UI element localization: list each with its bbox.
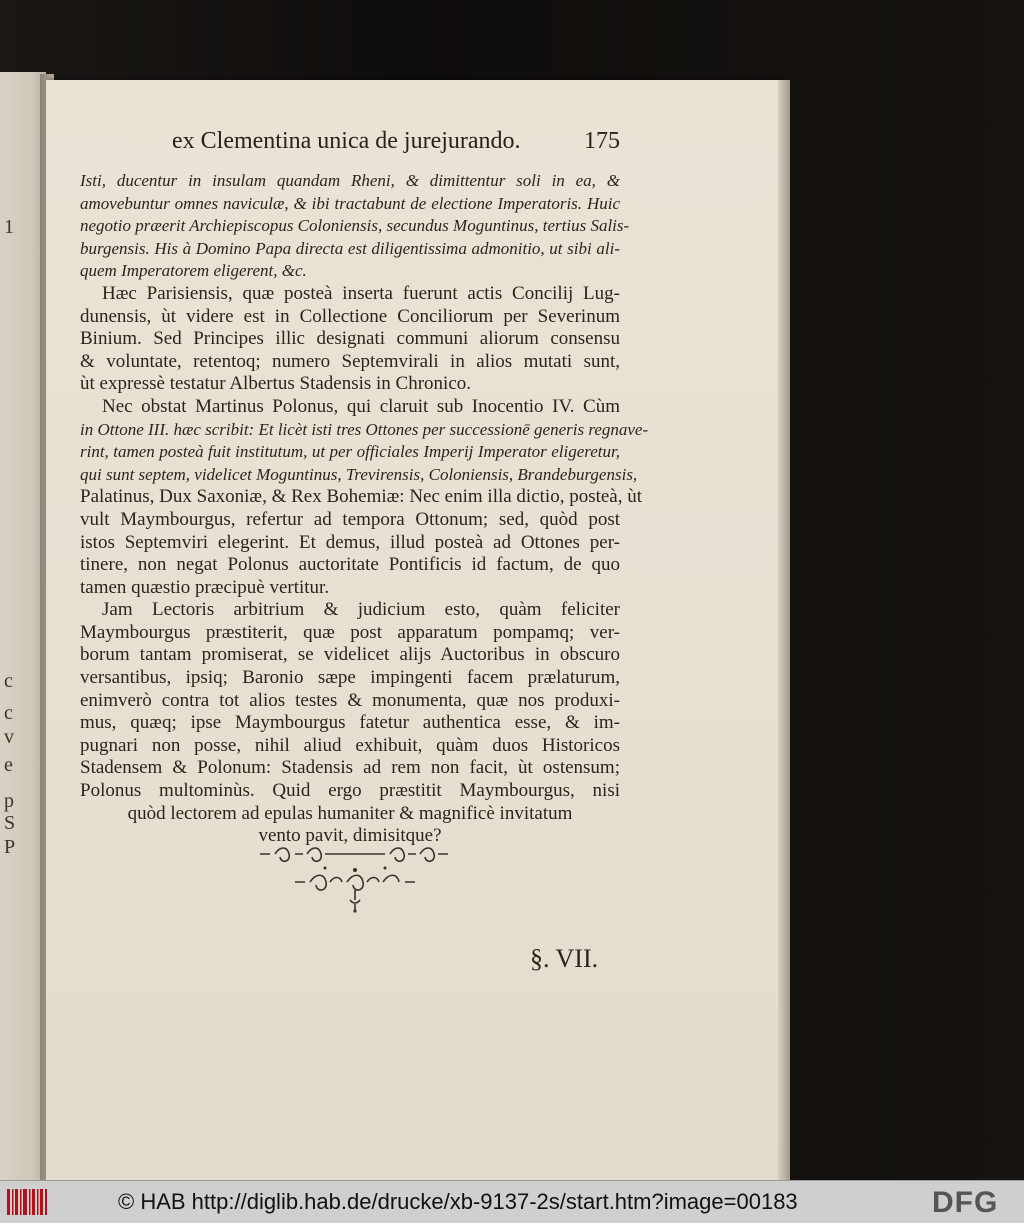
- printers-ornament-icon: [255, 842, 455, 914]
- text-line: vento pavit, dimisitque?: [258, 825, 442, 847]
- left-page-fragment: P: [4, 836, 16, 858]
- running-title: ex Clementina unica de jurejurando.: [172, 128, 521, 154]
- text-line: vult Maymbourgus, refertur ad tempora Ottonum; sed, quòd post: [80, 508, 620, 530]
- text-line: negotio præerit Archiepiscopus Coloniensis, secundus Moguntinus, tertius Salis-: [80, 216, 630, 236]
- left-page-fragment: e: [4, 754, 13, 776]
- left-page-fragment: S: [4, 812, 16, 834]
- left-page-fragment: c: [4, 702, 13, 724]
- dfg-logo: DFG: [932, 1186, 999, 1219]
- text-line: qui sunt septem, videlicet Moguntinus, Trevirensis, Coloniensis, Brandeburgensis,: [80, 464, 638, 484]
- text-line: istos Septemviri elegerint. Et demus, illud posteà ad Ottones per-: [80, 531, 620, 553]
- text-line: borum tantam promiserat, se videlicet alijs Auctoribus in obscuro: [80, 644, 620, 666]
- text-line: Maymbourgus præstiterit, quæ post apparatum pompamq; ver-: [80, 621, 620, 643]
- page-edge: [778, 80, 790, 1180]
- catchword: §. VII.: [530, 944, 599, 973]
- text-line: versantibus, ipsiq; Baronio sæpe impingenti facem prælaturum,: [80, 667, 620, 689]
- text-line: Nec obstat Martinus Polonus, qui claruit sub Inocentio IV. Cùm: [102, 395, 620, 417]
- text-line: amovebuntur omnes naviculæ, & ibi tractabunt de electione Imperatoris. Huic: [80, 193, 620, 213]
- hab-barcode-logo-icon: [6, 1187, 48, 1217]
- text-line: Isti, ducentur in insulam quandam Rheni, & dimittentur soli in ea, &: [80, 171, 620, 190]
- text-line: in Ottone III. hæc scribit: Et licèt isti tres Ottones per successionē generis regnave-: [80, 419, 649, 439]
- text-line: Binium. Sed Principes illic designati communi aliorum consensu: [80, 328, 620, 350]
- text-line: quem Imperatorem eligerent, &c.: [80, 261, 307, 281]
- left-page-fragment: 1: [4, 216, 14, 238]
- text-line: Palatinus, Dux Saxoniæ, & Rex Bohemiæ: Nec enim illa dictio, posteà, ùt: [80, 486, 643, 508]
- body-text: [80, 170, 649, 848]
- text-line: tinere, non negat Polonus auctoritate Pontificis id factum, de quo: [80, 554, 620, 576]
- left-page-fragment: p: [4, 790, 14, 812]
- copyright-link[interactable]: © HAB http://diglib.hab.de/drucke/xb-9137-2s/start.htm?image=00183: [118, 1189, 798, 1214]
- left-page-fragment: c: [4, 670, 13, 692]
- text-line: burgensis. His à Domino Papa directa est diligentissima admonitio, ut sibi ali-: [80, 238, 620, 258]
- text-line: ùt expressè testatur Albertus Stadensis in Chronico.: [80, 373, 472, 395]
- text-line: dunensis, ùt videre est in Collectione Conciliorum per Severinum: [80, 305, 620, 327]
- text-line: & voluntate, retentoq; numero Septemvirali in alios mutati sunt,: [80, 350, 620, 372]
- viewer-footer: [0, 1180, 1024, 1223]
- text-line: Hæc Parisiensis, quæ posteà inserta fuerunt actis Concilij Lug-: [102, 282, 620, 304]
- text-line: mus, quæq; ipse Maymbourgus fatetur authentica esse, & im-: [80, 712, 620, 734]
- text-line: Jam Lectoris arbitrium & judicium esto, quàm feliciter: [102, 599, 620, 621]
- left-page-fragment: v: [4, 726, 14, 748]
- text-line: rint, tamen posteà fuit institutum, ut per officiales Imperij Imperator eligeretur,: [80, 442, 620, 462]
- text-line: quòd lectorem ad epulas humaniter & magnificè invitatum: [127, 802, 573, 824]
- text-line: tamen quæstio præcipuè vertitur.: [80, 576, 330, 598]
- page-number: 175: [584, 128, 620, 154]
- text-line: enimverò contra tot alios testes & monumenta, quæ nos produxi-: [80, 689, 620, 711]
- text-line: Stadensem & Polonum: Stadensis ad rem non facit, ùt ostensum;: [80, 757, 620, 779]
- running-header: [130, 128, 620, 158]
- text-line: Polonus multominùs. Quid ergo præstitit Maymbourgus, nisi: [80, 780, 620, 802]
- text-line: pugnari non posse, nihil aliud exhibuit, quàm duos Historicos: [80, 734, 620, 756]
